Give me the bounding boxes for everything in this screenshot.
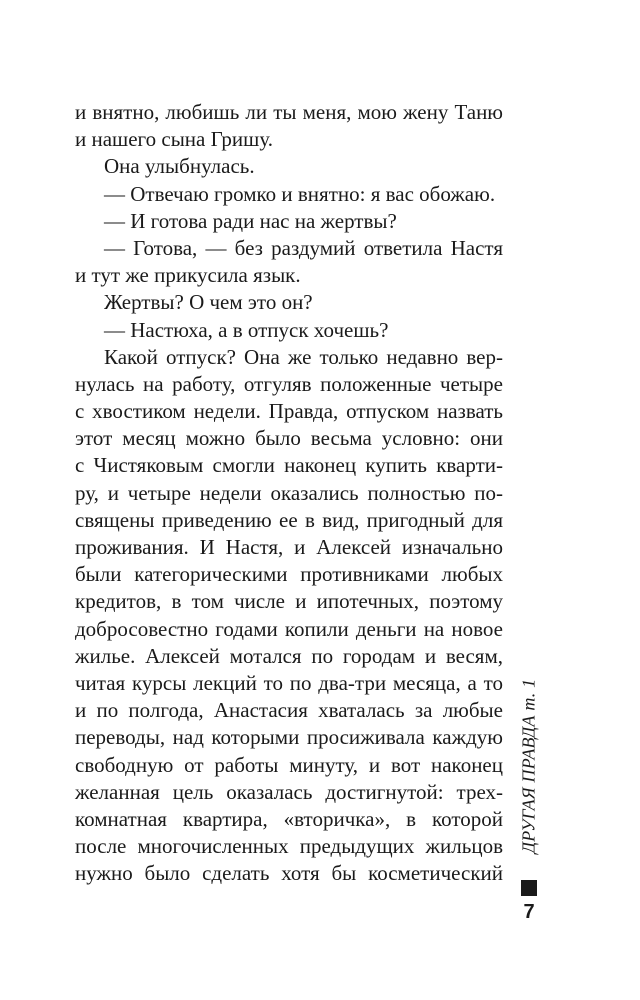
- text-line: и нашего сына Гришу.: [75, 127, 273, 152]
- text-line: после многочисленных предыдущих жильцов: [75, 834, 503, 859]
- text-line: Она улыбнулась.: [104, 154, 255, 179]
- text-line: и по полгода, Анастасия хваталась за любые: [75, 698, 503, 723]
- text-line: читая курсы лекций то по два-три месяца, а то: [75, 670, 503, 695]
- text-line: кредитов, в том числе и ипотечных, поэтому: [75, 589, 503, 614]
- body-text: [75, 99, 503, 887]
- text-line: с Чистяковым смогли наконец купить кварти-: [75, 453, 503, 478]
- running-title-text: ДРУГАЯ ПРАВДА т. 1: [518, 678, 539, 854]
- text-line: свободную от работы минуту, и вот наконец: [75, 752, 503, 777]
- square-marker-icon: [521, 880, 537, 896]
- running-title: [519, 658, 539, 874]
- text-line: — Отвечаю громко и внятно: я вас обожаю.: [104, 181, 496, 206]
- text-line: и тут же прикусила язык.: [75, 263, 301, 288]
- text-line: нужно было сделать хотя бы косметический: [75, 861, 503, 886]
- text-line: Какой отпуск? Она же только недавно вер-: [104, 344, 503, 369]
- text-line: добросовестно годами копили деньги на новое: [75, 616, 503, 641]
- page-number: 7: [523, 901, 535, 923]
- text-line: проживания. И Настя, и Алексей изначально: [75, 535, 503, 559]
- text-line: комнатная квартира, «вторичка», в которой: [75, 806, 503, 831]
- text-line: и внятно, любишь ли ты меня, мою жену Таню: [75, 100, 503, 124]
- text-line: жилье. Алексей мотался по городам и весям,: [75, 643, 503, 668]
- text-line: переводы, над которыми просиживала каждую: [75, 725, 503, 750]
- text-line: желанная цель оказалась достигнутой: трех-: [75, 779, 503, 804]
- text-line: нулась на работу, отгуляв положенные четыре: [75, 371, 503, 396]
- text-line: Жертвы? О чем это он?: [104, 290, 313, 315]
- text-line: с хвостиком недели. Правда, отпуском назвать: [75, 399, 503, 424]
- text-line: священы приведению ее в вид, пригодный для: [75, 507, 503, 532]
- text-line: были категорическими противниками любых: [75, 562, 503, 587]
- text-line: этот месяц можно было весьма условно: они: [75, 426, 503, 451]
- text-line: ру, и четыре недели оказались полностью по-: [75, 480, 503, 505]
- text-line: — Готова, — без раздумий ответила Настя: [104, 235, 503, 260]
- text-line: — Настюха, а в отпуск хочешь?: [104, 317, 389, 342]
- text-line: — И готова ради нас на жертвы?: [104, 208, 397, 233]
